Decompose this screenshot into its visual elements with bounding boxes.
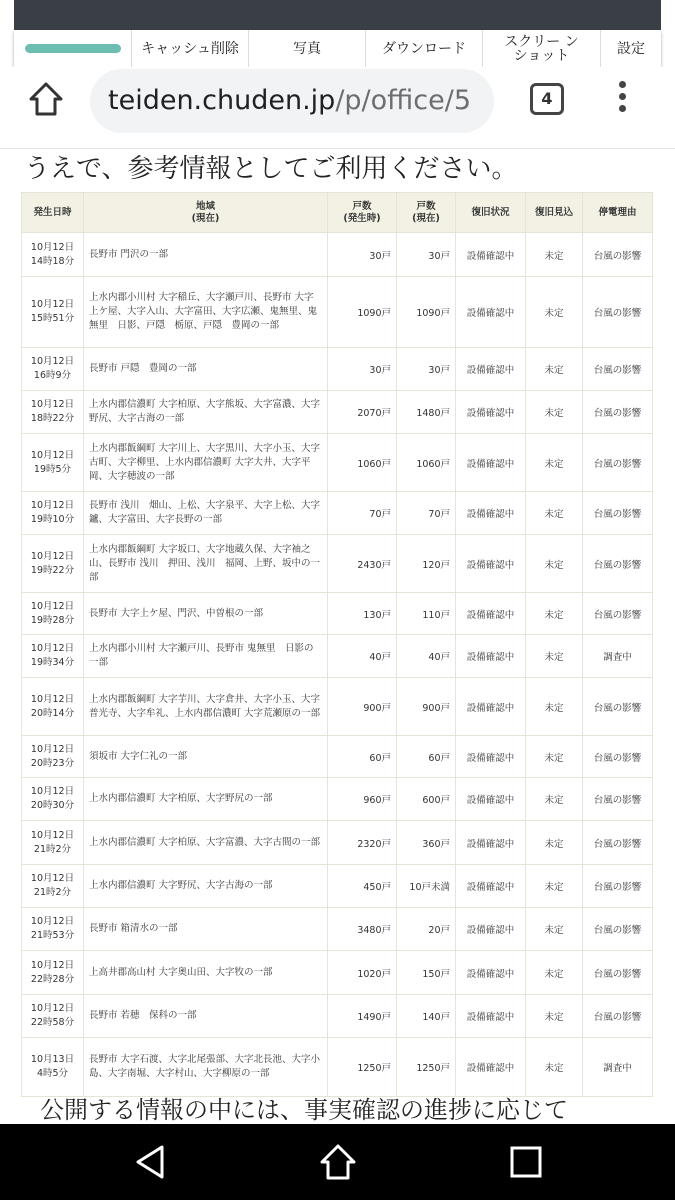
header-area: 地域 (現在) bbox=[84, 193, 328, 233]
area-cell: 上水内郡信濃町 大字野尻、大字古海の一部 bbox=[84, 865, 328, 908]
header-households-at: 戸数 (発生時) bbox=[328, 193, 397, 233]
reason-cell: 台風の影響 bbox=[583, 593, 653, 635]
area-cell: 長野市 浅川 畑山、上松、大字泉平、大字上松、大字鑪、大字富田、大字長野の一部 bbox=[84, 492, 328, 535]
reason-cell: 台風の影響 bbox=[583, 277, 653, 348]
table-row bbox=[22, 778, 653, 821]
eta-cell: 未定 bbox=[526, 535, 583, 593]
households-at-cell: 60戸 bbox=[328, 736, 397, 778]
households-at-cell: 2430戸 bbox=[328, 535, 397, 593]
table-row bbox=[22, 348, 653, 391]
households-now-cell: 30戸 bbox=[397, 348, 456, 391]
households-at-cell: 900戸 bbox=[328, 678, 397, 736]
table-row bbox=[22, 635, 653, 678]
households-at-cell: 1060戸 bbox=[328, 434, 397, 492]
households-at-cell: 70戸 bbox=[328, 492, 397, 535]
screenshot-label-2: ショット bbox=[513, 47, 570, 64]
table-row bbox=[22, 277, 653, 348]
area-cell: 長野市 箱清水の一部 bbox=[84, 908, 328, 951]
table-row bbox=[22, 535, 653, 593]
eta-cell: 未定 bbox=[526, 995, 583, 1038]
households-at-cell: 30戸 bbox=[328, 233, 397, 277]
households-now-cell: 1090戸 bbox=[397, 277, 456, 348]
households-at-cell: 2070戸 bbox=[328, 391, 397, 434]
reason-cell: 台風の影響 bbox=[583, 908, 653, 951]
reason-cell: 台風の影響 bbox=[583, 951, 653, 995]
households-at-cell: 30戸 bbox=[328, 348, 397, 391]
households-at-cell: 2320戸 bbox=[328, 821, 397, 865]
reason-cell: 調査中 bbox=[583, 1038, 653, 1097]
eta-cell: 未定 bbox=[526, 778, 583, 821]
status-cell: 設備確認中 bbox=[456, 865, 526, 908]
url-field[interactable] bbox=[90, 69, 494, 133]
eta-cell: 未定 bbox=[526, 908, 583, 951]
download-button[interactable]: ダウンロード bbox=[366, 30, 483, 67]
table-row bbox=[22, 736, 653, 778]
households-at-cell: 1020戸 bbox=[328, 951, 397, 995]
households-now-cell: 1060戸 bbox=[397, 434, 456, 492]
date-cell: 10月12日 22時58分 bbox=[22, 995, 84, 1038]
eta-cell: 未定 bbox=[526, 865, 583, 908]
reason-cell: 台風の影響 bbox=[583, 434, 653, 492]
area-cell: 須坂市 大字仁礼の一部 bbox=[84, 736, 328, 778]
date-cell: 10月12日 16時9分 bbox=[22, 348, 84, 391]
households-now-cell: 120戸 bbox=[397, 535, 456, 593]
area-cell: 長野市 大字石渡、大字北尾張部、大字北長池、大字小島、大字南堀、大字村山、大字柳原の一部 bbox=[84, 1038, 328, 1097]
date-cell: 10月12日 15時51分 bbox=[22, 277, 84, 348]
households-now-cell: 1250戸 bbox=[397, 1038, 456, 1097]
status-cell: 設備確認中 bbox=[456, 736, 526, 778]
households-now-cell: 900戸 bbox=[397, 678, 456, 736]
table-row bbox=[22, 908, 653, 951]
area-cell: 長野市 門沢の一部 bbox=[84, 233, 328, 277]
date-cell: 10月12日 20時23分 bbox=[22, 736, 84, 778]
area-cell: 長野市 若穂 保科の一部 bbox=[84, 995, 328, 1038]
date-cell: 10月12日 21時2分 bbox=[22, 865, 84, 908]
more-menu-icon[interactable] bbox=[612, 81, 632, 117]
status-cell: 設備確認中 bbox=[456, 593, 526, 635]
date-cell: 10月12日 21時53分 bbox=[22, 908, 84, 951]
reason-cell: 台風の影響 bbox=[583, 995, 653, 1038]
table-row bbox=[22, 492, 653, 535]
households-now-cell: 10戸未満 bbox=[397, 865, 456, 908]
browser-url-bar bbox=[0, 67, 675, 149]
table-row bbox=[22, 951, 653, 995]
header-date: 発生日時 bbox=[22, 193, 84, 233]
home-icon[interactable] bbox=[28, 81, 64, 117]
area-cell: 上水内郡小川村 大字瀬戸川、長野市 鬼無里 日影の一部 bbox=[84, 635, 328, 678]
eta-cell: 未定 bbox=[526, 348, 583, 391]
status-cell: 設備確認中 bbox=[456, 535, 526, 593]
status-cell: 設備確認中 bbox=[456, 492, 526, 535]
area-cell: 上水内郡飯綱町 大字坂口、大字地蔵久保、大字袖之山、長野市 浅川 押田、浅川 福岡、上野、坂中の一部 bbox=[84, 535, 328, 593]
households-now-cell: 110戸 bbox=[397, 593, 456, 635]
reason-cell: 台風の影響 bbox=[583, 778, 653, 821]
households-now-cell: 360戸 bbox=[397, 821, 456, 865]
reason-cell: 台風の影響 bbox=[583, 535, 653, 593]
eta-cell: 未定 bbox=[526, 233, 583, 277]
reason-cell: 調査中 bbox=[583, 635, 653, 678]
status-cell: 設備確認中 bbox=[456, 277, 526, 348]
status-cell: 設備確認中 bbox=[456, 635, 526, 678]
area-cell: 上水内郡飯綱町 大字芋川、大字倉井、大字小玉、大字普光寺、大字牟礼、上水内郡信濃町 大字荒瀬原の一部 bbox=[84, 678, 328, 736]
area-cell: 長野市 戸隠 豊岡の一部 bbox=[84, 348, 328, 391]
table-row bbox=[22, 593, 653, 635]
households-now-cell: 1480戸 bbox=[397, 391, 456, 434]
households-now-cell: 40戸 bbox=[397, 635, 456, 678]
area-cell: 上水内郡信濃町 大字柏原、大字熊坂、大字富濃、大字野尻、大字古海の一部 bbox=[84, 391, 328, 434]
date-cell: 10月12日 18時22分 bbox=[22, 391, 84, 434]
settings-button[interactable]: 設定 bbox=[617, 40, 645, 57]
status-cell: 設備確認中 bbox=[456, 1038, 526, 1097]
header-households-now: 戸数 (現在) bbox=[397, 193, 456, 233]
table-row bbox=[22, 391, 653, 434]
households-now-cell: 600戸 bbox=[397, 778, 456, 821]
households-at-cell: 3480戸 bbox=[328, 908, 397, 951]
date-cell: 10月12日 22時28分 bbox=[22, 951, 84, 995]
table-header-row bbox=[22, 193, 653, 233]
back-icon[interactable] bbox=[130, 1142, 170, 1182]
screenshot-label-1: スクリー ン bbox=[504, 33, 579, 50]
eta-cell: 未定 bbox=[526, 951, 583, 995]
outro-text: 公開する情報の中には、事実確認の進捗に応じて bbox=[40, 1096, 568, 1124]
date-cell: 10月12日 14時18分 bbox=[22, 233, 84, 277]
households-at-cell: 130戸 bbox=[328, 593, 397, 635]
table-row bbox=[22, 865, 653, 908]
reason-cell: 台風の影響 bbox=[583, 391, 653, 434]
photo-button[interactable]: 写真 bbox=[249, 30, 366, 67]
eta-cell: 未定 bbox=[526, 1038, 583, 1097]
android-nav-bar bbox=[0, 1124, 675, 1200]
households-now-cell: 30戸 bbox=[397, 233, 456, 277]
eta-cell: 未定 bbox=[526, 277, 583, 348]
households-now-cell: 140戸 bbox=[397, 995, 456, 1038]
home-nav-icon[interactable] bbox=[318, 1142, 358, 1182]
url-host: teiden.chuden.jp bbox=[108, 85, 336, 116]
url-path: /p/office/5 bbox=[335, 85, 471, 116]
area-cell: 上高井郡高山村 大字奥山田、大字牧の一部 bbox=[84, 951, 328, 995]
date-cell: 10月12日 19時22分 bbox=[22, 535, 84, 593]
reason-cell: 台風の影響 bbox=[583, 865, 653, 908]
eta-cell: 未定 bbox=[526, 821, 583, 865]
reason-cell: 台風の影響 bbox=[583, 678, 653, 736]
eta-cell: 未定 bbox=[526, 635, 583, 678]
eta-cell: 未定 bbox=[526, 391, 583, 434]
area-cell: 上水内郡飯綱町 大字川上、大字黒川、大字小玉、大字古町、大字柳里、上水内郡信濃町 大字大井、大字平岡、大字穂波の一部 bbox=[84, 434, 328, 492]
households-at-cell: 960戸 bbox=[328, 778, 397, 821]
intro-text: うえで、参考情報としてご利用ください。 bbox=[24, 154, 518, 184]
status-cell: 設備確認中 bbox=[456, 391, 526, 434]
status-cell: 設備確認中 bbox=[456, 778, 526, 821]
area-cell: 上水内郡信濃町 大字柏原、大字野尻の一部 bbox=[84, 778, 328, 821]
date-cell: 10月12日 19時28分 bbox=[22, 593, 84, 635]
header-eta: 復旧見込 bbox=[526, 193, 583, 233]
area-cell: 長野市 大字上ケ屋、門沢、中曽根の一部 bbox=[84, 593, 328, 635]
status-cell: 設備確認中 bbox=[456, 348, 526, 391]
reason-cell: 台風の影響 bbox=[583, 736, 653, 778]
date-cell: 10月12日 19時5分 bbox=[22, 434, 84, 492]
screenshot-button[interactable] bbox=[483, 30, 601, 67]
recents-icon[interactable] bbox=[506, 1142, 546, 1182]
area-cell: 上水内郡小川村 大字稲丘、大字瀬戸川、長野市 大字上ケ屋、大字入山、大字富田、大字広瀬、鬼無里、鬼無里 日影、戸隠 栃原、戸隠 豊岡の一部 bbox=[84, 277, 328, 348]
table-row bbox=[22, 678, 653, 736]
status-cell: 設備確認中 bbox=[456, 908, 526, 951]
date-cell: 10月12日 19時34分 bbox=[22, 635, 84, 678]
table-row bbox=[22, 233, 653, 277]
status-cell: 設備確認中 bbox=[456, 678, 526, 736]
households-at-cell: 40戸 bbox=[328, 635, 397, 678]
eta-cell: 未定 bbox=[526, 736, 583, 778]
households-at-cell: 1490戸 bbox=[328, 995, 397, 1038]
area-cell: 上水内郡信濃町 大字柏原、大字富濃、大字古間の一部 bbox=[84, 821, 328, 865]
eta-cell: 未定 bbox=[526, 434, 583, 492]
reason-cell: 台風の影響 bbox=[583, 821, 653, 865]
date-cell: 10月12日 19時10分 bbox=[22, 492, 84, 535]
date-cell: 10月12日 20時14分 bbox=[22, 678, 84, 736]
households-at-cell: 450戸 bbox=[328, 865, 397, 908]
outage-table bbox=[21, 192, 653, 1097]
header-status: 復旧状況 bbox=[456, 193, 526, 233]
table-row bbox=[22, 1038, 653, 1097]
households-now-cell: 60戸 bbox=[397, 736, 456, 778]
tab-count-button[interactable]: 4 bbox=[530, 83, 564, 115]
status-cell: 設備確認中 bbox=[456, 233, 526, 277]
header-reason: 停電理由 bbox=[583, 193, 653, 233]
table-row bbox=[22, 434, 653, 492]
reason-cell: 台風の影響 bbox=[583, 492, 653, 535]
clear-cache-button[interactable]: キャッシュ削除 bbox=[132, 30, 249, 67]
date-cell: 10月12日 20時30分 bbox=[22, 778, 84, 821]
households-now-cell: 70戸 bbox=[397, 492, 456, 535]
eta-cell: 未定 bbox=[526, 678, 583, 736]
households-now-cell: 20戸 bbox=[397, 908, 456, 951]
status-cell: 設備確認中 bbox=[456, 821, 526, 865]
eta-cell: 未定 bbox=[526, 593, 583, 635]
households-at-cell: 1090戸 bbox=[328, 277, 397, 348]
households-now-cell: 150戸 bbox=[397, 951, 456, 995]
table-row bbox=[22, 821, 653, 865]
households-at-cell: 1250戸 bbox=[328, 1038, 397, 1097]
table-row bbox=[22, 995, 653, 1038]
status-cell: 設備確認中 bbox=[456, 434, 526, 492]
reason-cell: 台風の影響 bbox=[583, 233, 653, 277]
date-cell: 10月13日 4時5分 bbox=[22, 1038, 84, 1097]
date-cell: 10月12日 21時2分 bbox=[22, 821, 84, 865]
status-cell: 設備確認中 bbox=[456, 951, 526, 995]
eta-cell: 未定 bbox=[526, 492, 583, 535]
reason-cell: 台風の影響 bbox=[583, 348, 653, 391]
progress-indicator bbox=[14, 30, 132, 67]
status-cell: 設備確認中 bbox=[456, 995, 526, 1038]
screenshot-toolbar bbox=[14, 30, 661, 67]
